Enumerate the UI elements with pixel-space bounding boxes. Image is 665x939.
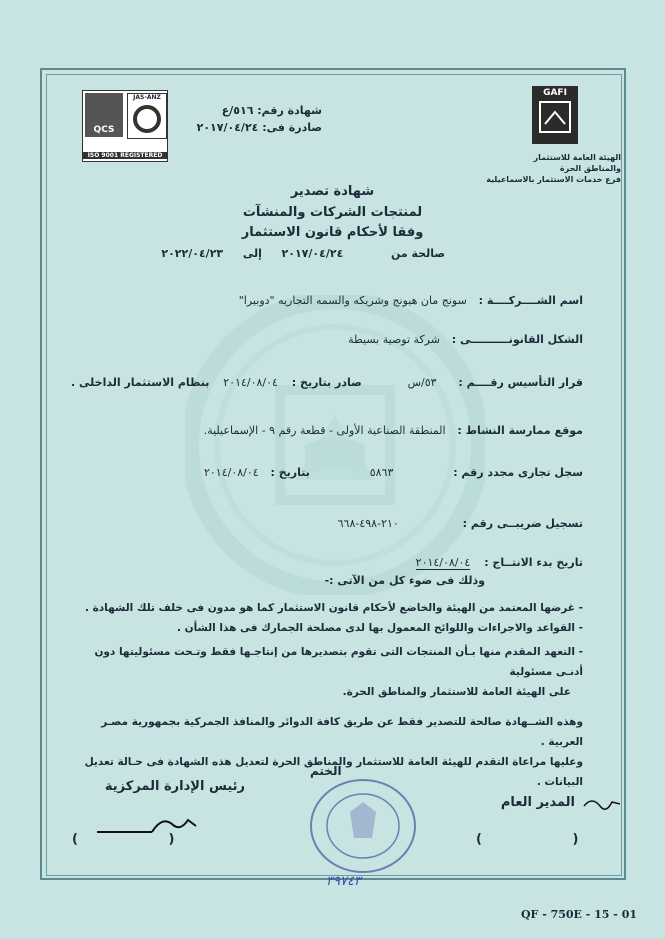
seal-label: الختم [310, 764, 342, 778]
validity-from: ٢٠١٧/٠٤/٢٤ [281, 247, 344, 260]
gm-name-parentheses: ( ) [476, 832, 579, 847]
condition-item [83, 618, 583, 638]
founding-date: ٢٠١٤/٠٨/٠٤ [223, 376, 278, 389]
condition-item3a: التعهد المقدم منها بـأن المنتجات التى تقوم بتصديرها من إنتاجـها فقط وتـحت مسئوليتها دون أدنـى مسئولية [94, 646, 583, 678]
legal-row [348, 333, 583, 346]
form-code: QF - 750E - 15 - 01 [520, 908, 637, 921]
note-validity: وهذه الشــهادة صالحة للتصدير فقط عن طريق كافة الدوائر والمنافذ الجمركية بجمهورية مصـر العربية . [101, 716, 583, 748]
production-row [416, 556, 583, 569]
condition-bullet: - [574, 602, 583, 614]
cr-date: ٢٠١٤/٠٨/٠٤ [203, 466, 259, 479]
validity-to-label: إلى [242, 247, 262, 260]
gafi-org-line3: فرع خدمات الاستثمار بالاسماعيلية [486, 175, 621, 184]
jas-anz-badge-icon [127, 93, 167, 139]
book-icon [532, 98, 578, 138]
gafi-org-line1: الهيئة العامة للاستثمار [533, 153, 621, 162]
condition-item2: القواعد والاجراءات واللوائح المعمول بها لدى مصلحة الجمارك فى هذا الشأن . [176, 622, 575, 634]
handwritten-serial: ٣٩٧٤٣ [326, 874, 361, 889]
legal-value: شركة توصية بسيطة [348, 333, 440, 346]
head-of-administration-label: رئيس الإدارة المركزية [104, 779, 245, 794]
company-row [239, 294, 583, 307]
conditions-list [83, 598, 583, 702]
validity-label: صالحة من [390, 247, 445, 260]
cr-date-label: بتاريخ : [270, 466, 310, 479]
title-line2: لمنتجات الشركات والمنشآت [242, 205, 423, 220]
company-label: اسم الشــــركــــة : [478, 294, 583, 307]
legal-label: الشكل القانونــــــــــى : [451, 333, 583, 346]
production-label: تاريخ بدء الانتــاج : [484, 556, 583, 569]
founding-row [71, 376, 583, 389]
company-value: سونج مان هيونج وشريكه والسمه التجاريه "دوبيرا" [238, 294, 467, 307]
tax-label: تسجيل ضريبــى رقم : [462, 517, 583, 530]
title-line3: وفقا لأحكام قانون الاستثمار [241, 225, 424, 240]
condition-item1: غرضها المعتمد من الهيئة والخاضع لأحكام قانون الاستثمار كما هو مدون فى خلف تلك الشهادة . [84, 602, 575, 614]
cr-number: ٥٨٦٣ [369, 466, 394, 479]
condition-bullet: - [574, 646, 583, 658]
site-value: المنطقة الصناعية الأولى - قطعة رقم ٩ - الإسماعيلية. [203, 424, 446, 437]
condition-item3b: على الهيئة العامة للاستثمار والمناطق الحرة. [342, 686, 571, 698]
note-amendment: وعليها مراعاة التقدم للهيئة العامة للاستثمار والمناطق الحرة لتعديل هذه الشهادة فى حـالة تعديل البيانات . [84, 756, 583, 788]
iso-registered: ISO 9001 REGISTERED [83, 152, 167, 159]
tax-value: ٢١٠-٤٩٨-٦٦٨ [337, 517, 399, 530]
condition-item [83, 642, 583, 682]
certificate-number: شهادة رقم: ٥١٦/ع [221, 104, 322, 117]
official-seal-icon [308, 776, 418, 876]
commercial-register-row [204, 466, 583, 479]
qcs-badge-label: QCS [93, 125, 115, 135]
site-row [204, 424, 583, 437]
gafi-logo [532, 86, 578, 144]
certificate-issued-date: صادرة فى: ٢٠١٧/٠٤/٢٤ [196, 121, 322, 134]
gafi-logo-text: GAFI [543, 88, 567, 98]
validity-row [161, 247, 445, 260]
qcs-logo [82, 90, 168, 162]
head-name-parentheses: ( ) [72, 832, 175, 847]
jas-anz-label: JAS-ANZ [133, 94, 161, 101]
site-label: موقع ممارسة النشاط : [457, 424, 583, 437]
tax-row [338, 517, 583, 530]
production-date: ٢٠١٤/٠٨/٠٤ [415, 556, 471, 569]
founding-number: ٥٣/س [407, 376, 437, 389]
gafi-org-line2: والمناطق الحرة [559, 164, 621, 173]
founding-date-label: صادر بتاريخ : [291, 376, 362, 389]
qcs-badge-icon [85, 93, 123, 137]
conditions-intro: وذلك فى ضوء كل من الآتى :- [324, 574, 485, 587]
condition-item [83, 598, 583, 618]
cr-label: سجل تجارى مجدد رقم : [453, 466, 583, 479]
founding-suffix: بنظام الاستثمار الداخلى . [71, 376, 210, 389]
general-manager-label: المدير العام [500, 795, 575, 810]
gm-signature-icon [582, 792, 622, 816]
validity-to: ٢٠٢٢/٠٤/٢٣ [161, 247, 224, 260]
condition-bullet: - [574, 622, 583, 634]
title-line1: شهادة تصدير [290, 184, 375, 199]
founding-label: قرار التأسيس رقــــم : [458, 376, 583, 389]
